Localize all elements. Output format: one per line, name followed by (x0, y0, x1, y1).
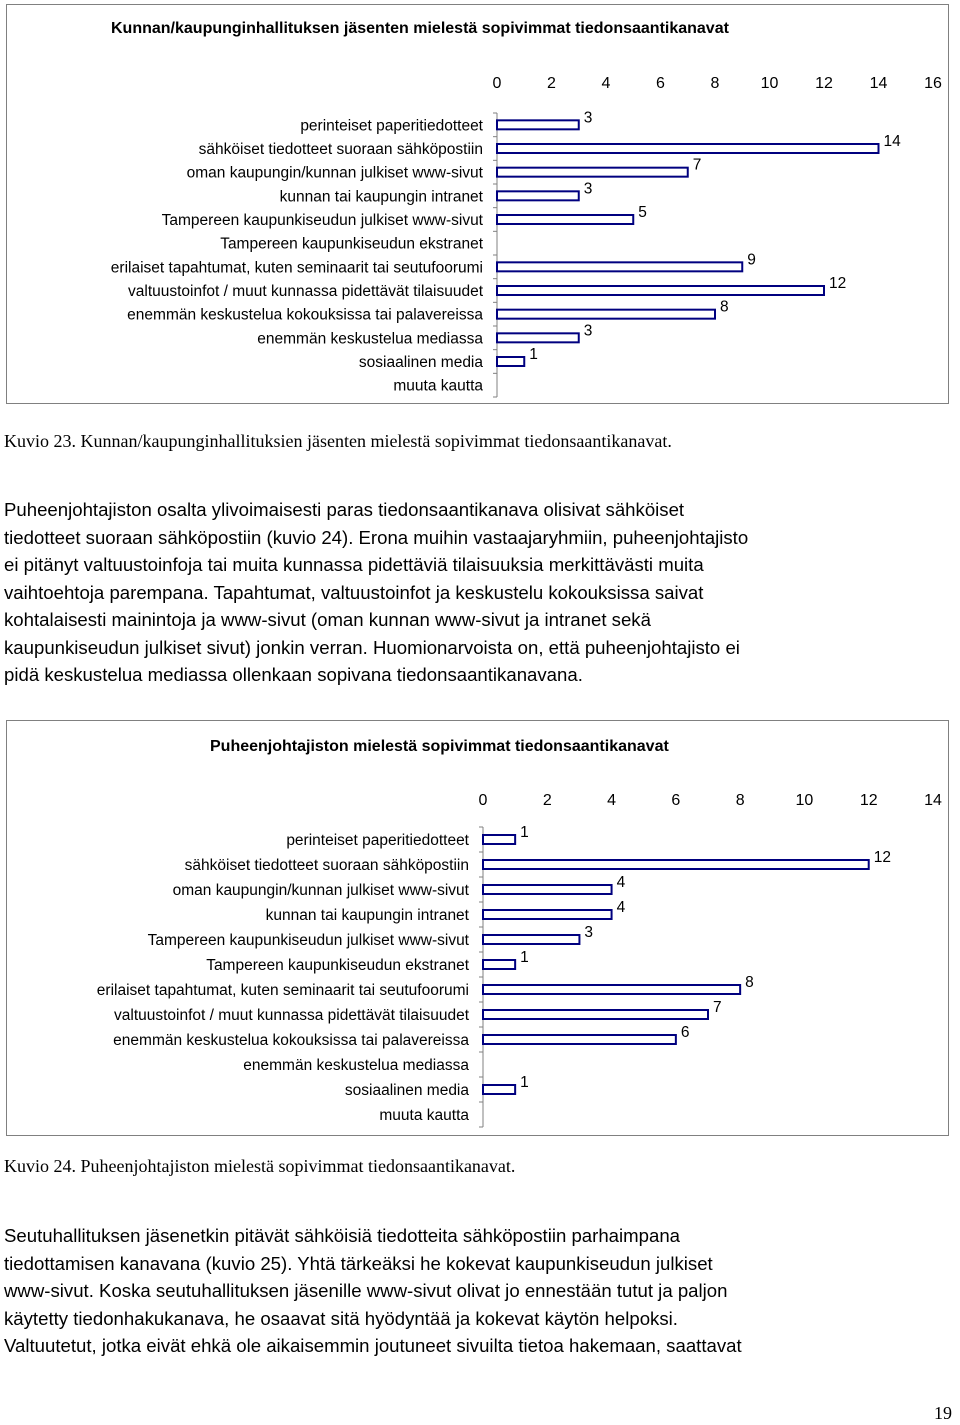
category-label: sähköiset tiedotteet suoraan sähköpostiin (198, 141, 483, 159)
data-label: 4 (616, 874, 626, 892)
bar (483, 1010, 708, 1019)
bar (497, 310, 715, 319)
paragraph-line: vaihtoehtoja parempana. Tapahtumat, valtuustoinfot ja keskustelu kokouksissa saivat (4, 581, 704, 603)
category-label: enemmän keskustelua mediassa (243, 1057, 469, 1075)
bar (497, 262, 742, 271)
x-tick-label: 0 (492, 75, 502, 92)
paragraph-line: kohtalaisesti mainintoja ja www-sivut (oman kunnan www-sivut ja intranet sekä (4, 609, 651, 630)
x-tick-label: 2 (547, 75, 556, 92)
x-tick-label: 14 (869, 75, 888, 92)
category-label: sähköiset tiedotteet suoraan sähköpostiin (184, 857, 469, 875)
paragraph-line: ei pitänyt valtuustoinfoja tai muita kunnassa pidettäviä tilaisuuksia merkittävästi muita (4, 554, 704, 575)
paragraph-line: kaupunkiseudun julkiset sivut) jonkin verran. Huomionarvoista on, että puheenjohtajisto ei (4, 636, 740, 658)
category-label: enemmän keskustelua kokouksissa tai palavereissa (127, 306, 483, 324)
bar (483, 835, 515, 844)
x-tick-label: 6 (671, 792, 681, 809)
category-label: kunnan tai kaupungin intranet (279, 188, 483, 206)
chart-plot (7, 5, 948, 403)
bar (483, 960, 515, 969)
data-label: 3 (583, 109, 593, 127)
bar (497, 333, 579, 342)
x-tick-label: 14 (924, 792, 942, 809)
paragraph-line: tiedottamisen kanavana (kuvio 25). Yhtä tärkeäksi he kokevat kaupunkiseudun julkiset (4, 1252, 713, 1274)
category-label: kunnan tai kaupungin intranet (265, 907, 469, 925)
data-label: 7 (713, 999, 722, 1017)
paragraph-line: Valtuutetut, jotka eivät ehkä ole aikaisemmin joutuneet sivuilta tietoa hakemaan, saattavat (4, 1335, 742, 1356)
x-tick-label: 10 (795, 792, 814, 809)
data-label: 3 (583, 180, 593, 198)
chart-title: Puheenjohtajiston mielestä sopivimmat tiedonsaantikanavat (210, 738, 669, 755)
category-label: enemmän keskustelua mediassa (257, 330, 483, 348)
data-label: 5 (638, 204, 647, 222)
x-tick-label: 8 (710, 75, 720, 92)
category-label: valtuustoinfot / muut kunnassa pidettävät tilaisuudet (114, 1007, 469, 1025)
data-label: 1 (520, 949, 529, 967)
x-tick-label: 0 (478, 792, 488, 809)
category-label: perinteiset paperitiedotteet (286, 832, 469, 850)
category-label: muuta kautta (379, 1107, 469, 1125)
category-label: erilaiset tapahtumat, kuten seminaarit tai seutufoorumi (110, 259, 483, 277)
data-label: 12 (829, 275, 847, 293)
x-tick-label: 6 (656, 75, 665, 92)
body-paragraph-1 (4, 496, 954, 689)
x-tick-label: 12 (815, 75, 833, 92)
category-label: Tampereen kaupunkiseudun ekstranet (206, 957, 469, 975)
chart-24 (6, 720, 949, 1136)
data-label: 8 (720, 298, 729, 316)
paragraph-line: tiedotteet suoraan sähköpostiin (kuvio 24). Erona muihin vastaajaryhmiin, puheenjohtajisto (4, 526, 749, 548)
category-label: erilaiset tapahtumat, kuten seminaarit tai seutufoorumi (96, 982, 469, 1000)
x-tick-label: 8 (735, 792, 745, 809)
category-label: Tampereen kaupunkiseudun ekstranet (220, 235, 483, 253)
bar (483, 860, 869, 869)
x-tick-label: 4 (601, 75, 611, 92)
category-label: sosiaalinen media (358, 354, 483, 372)
category-label: valtuustoinfot / muut kunnassa pidettävät tilaisuudet (128, 283, 483, 301)
bar (483, 910, 612, 919)
bar (497, 120, 579, 129)
chart-23 (6, 4, 949, 404)
data-label: 1 (520, 1074, 529, 1092)
x-tick-label: 16 (924, 75, 942, 92)
data-label: 6 (680, 1024, 690, 1042)
data-label: 3 (583, 322, 593, 340)
bar (497, 144, 879, 153)
data-label: 9 (747, 251, 756, 269)
data-label: 1 (529, 346, 538, 364)
data-label: 12 (873, 849, 891, 867)
category-label: Tampereen kaupunkiseudun julkiset www-sivut (147, 932, 469, 950)
bar (483, 885, 612, 894)
x-tick-label: 4 (607, 792, 617, 809)
data-label: 14 (883, 133, 901, 151)
x-tick-label: 10 (760, 75, 779, 92)
data-label: 8 (745, 974, 754, 992)
x-tick-label: 2 (542, 792, 552, 809)
bar (497, 357, 524, 366)
data-label: 1 (520, 824, 529, 842)
paragraph-line: www-sivut. Koska seutuhallituksen jäsenille www-sivut olivat jo ennestään tutut ja paljon (4, 1280, 728, 1301)
figure-caption-24: Kuvio 24. Puheenjohtajiston mielestä sopivimmat tiedonsaantikanavat. (4, 1156, 516, 1176)
chart-title: Kunnan/kaupunginhallituksen jäsenten mielestä sopivimmat tiedonsaantikanavat (111, 20, 729, 37)
data-label: 7 (692, 156, 702, 174)
category-label: perinteiset paperitiedotteet (300, 117, 483, 135)
category-label: oman kaupungin/kunnan julkiset www-sivut (172, 882, 469, 900)
bar (497, 168, 688, 177)
category-label: enemmän keskustelua kokouksissa tai palavereissa (113, 1032, 469, 1050)
paragraph-line: käytetty tiedonhakukanava, he osaavat sitä hyödyntää ja kokevat käytön helpoksi. (4, 1307, 678, 1329)
category-label: oman kaupungin/kunnan julkiset www-sivut (186, 164, 483, 182)
bar (497, 286, 824, 295)
bar (483, 1085, 515, 1094)
x-tick-label: 12 (859, 792, 878, 809)
bar (497, 215, 633, 224)
bar (483, 1035, 676, 1044)
category-label: Tampereen kaupunkiseudun julkiset www-sivut (161, 212, 483, 230)
category-label: sosiaalinen media (344, 1082, 469, 1100)
bar (483, 935, 579, 944)
paragraph-line: Puheenjohtajiston osalta ylivoimaisesti paras tiedonsaantikanava olisivat sähköiset (4, 499, 685, 520)
paragraph-line: pidä keskustelua mediassa ollenkaan sopivana tiedonsaantikanavana. (4, 664, 583, 685)
data-label: 4 (616, 899, 626, 917)
figure-caption-23: Kuvio 23. Kunnan/kaupunginhallituksien jäsenten mielestä sopivimmat tiedonsaantikanavat. (4, 431, 672, 451)
body-paragraph-2 (4, 1222, 954, 1360)
data-label: 3 (584, 924, 594, 942)
paragraph-line: Seutuhallituksen jäsenetkin pitävät sähköisiä tiedotteita sähköpostiin parhaimpana (4, 1225, 681, 1246)
bar (483, 985, 740, 994)
category-label: muuta kautta (393, 377, 483, 395)
bar (497, 191, 579, 200)
page-number: 19 (934, 1403, 952, 1423)
chart-plot (7, 721, 948, 1135)
